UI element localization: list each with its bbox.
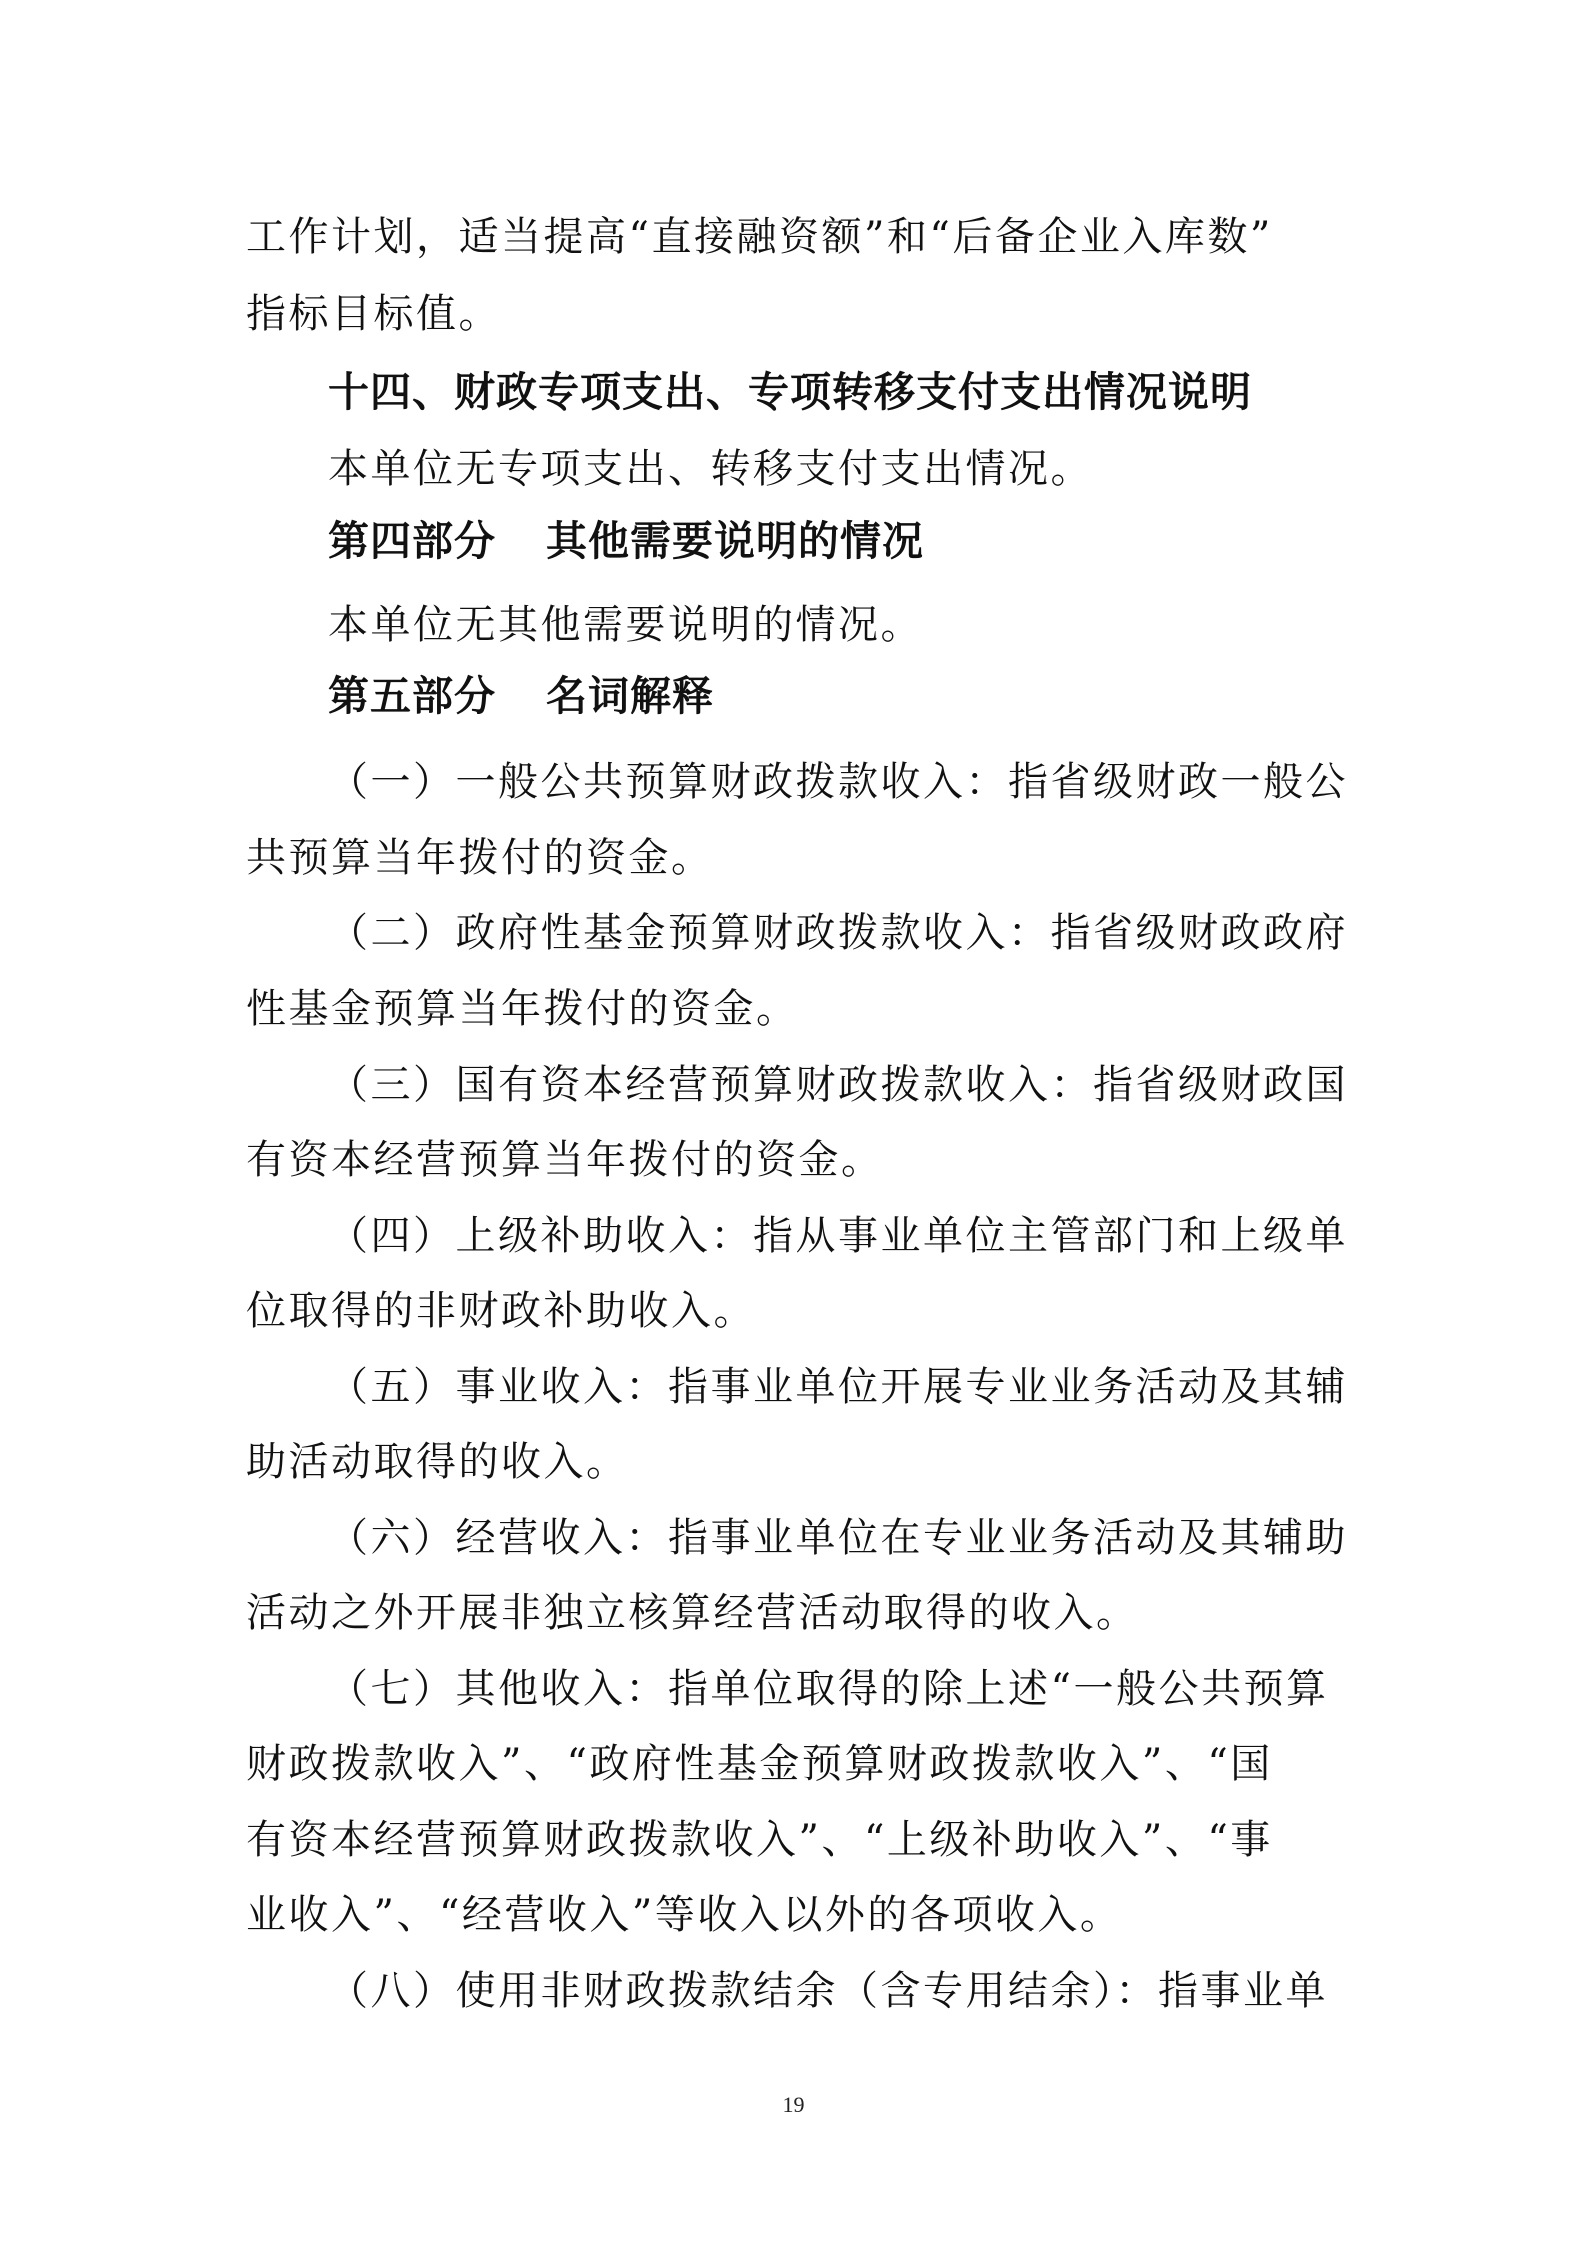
paragraph-line: （六）经营收入：指事业单位在专业业务活动及其辅助	[328, 1515, 1348, 1561]
part-title: 其他需要说明的情况	[546, 517, 924, 565]
paragraph-line: （七）其他收入：指单位取得的除上述“一般公共预算	[328, 1666, 1329, 1712]
paragraph-line: （五）事业收入：指事业单位开展专业业务活动及其辅	[328, 1364, 1348, 1410]
part-heading	[328, 671, 714, 721]
section-heading: 十四、财政专项支出、专项转移支付支出情况说明	[328, 368, 1252, 416]
paragraph-line: 助活动取得的收入。	[246, 1439, 629, 1485]
part-label: 第五部分	[328, 672, 496, 720]
paragraph-line: 共预算当年拨付的资金。	[246, 835, 714, 881]
page-number: 19	[782, 2092, 805, 2117]
part-heading	[328, 516, 924, 566]
paragraph-line: （三）国有资本经营预算财政拨款收入：指省级财政国	[328, 1062, 1348, 1108]
paragraph-line: （四）上级补助收入：指从事业单位主管部门和上级单	[328, 1213, 1348, 1259]
paragraph-line: （二）政府性基金预算财政拨款收入：指省级财政政府	[328, 910, 1348, 956]
part-label: 第四部分	[328, 517, 496, 565]
paragraph-line: 有资本经营预算财政拨款收入”、“上级补助收入”、“事	[246, 1817, 1273, 1863]
paragraph-line: 本单位无专项支出、转移支付支出情况。	[328, 446, 1093, 492]
paragraph-line: 指标目标值。	[246, 291, 501, 337]
part-title: 名词解释	[546, 672, 714, 720]
paragraph-line: 性基金预算当年拨付的资金。	[246, 986, 799, 1032]
paragraph-line: 财政拨款收入”、“政府性基金预算财政拨款收入”、“国	[246, 1741, 1273, 1787]
paragraph-line: 工作计划，适当提高“直接融资额”和“后备企业入库数”	[246, 214, 1273, 260]
paragraph-line: 活动之外开展非独立核算经营活动取得的收入。	[246, 1590, 1139, 1636]
paragraph-line: 本单位无其他需要说明的情况。	[328, 602, 923, 648]
paragraph-line: 业收入”、“经营收入”等收入以外的各项收入。	[246, 1892, 1123, 1938]
paragraph-line: （一）一般公共预算财政拨款收入：指省级财政一般公	[328, 759, 1348, 805]
paragraph-line: （八）使用非财政拨款结余（含专用结余）：指事业单	[328, 1968, 1328, 2014]
paragraph-line: 位取得的非财政补助收入。	[246, 1288, 756, 1334]
paragraph-line: 有资本经营预算当年拨付的资金。	[246, 1137, 884, 1183]
